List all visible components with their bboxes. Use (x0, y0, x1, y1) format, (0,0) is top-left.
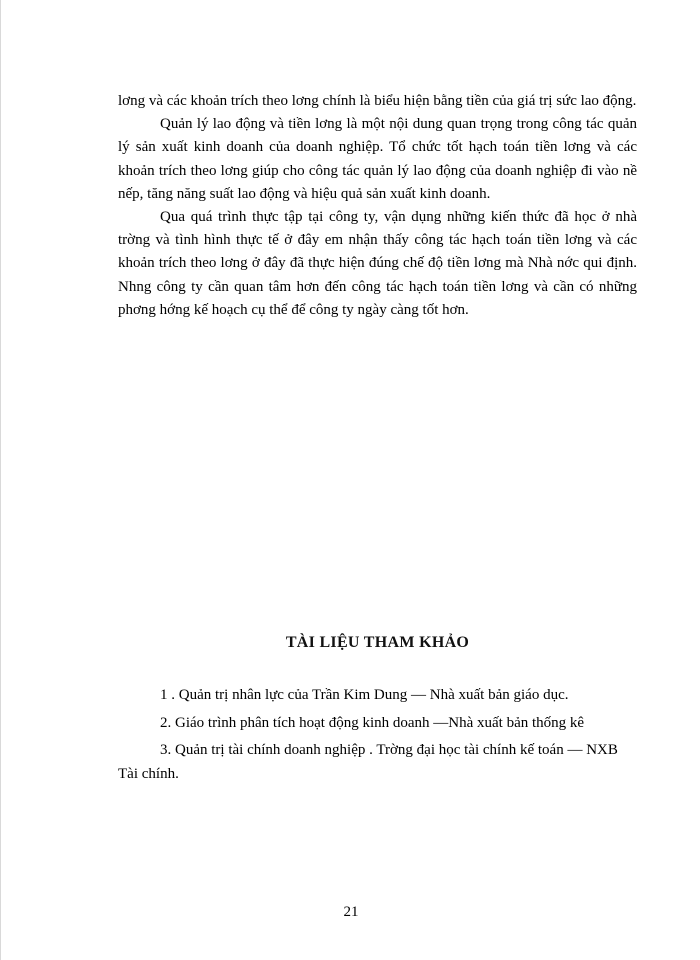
body-text (118, 90, 637, 322)
reference-item-1: 1 . Quản trị nhân lực của Trần Kim Dung — Nhà xuất bản giáo dục. (160, 687, 569, 703)
paragraph-2: Quản lý lao động và tiền lơng là một nội dung quan trọng trong công tác quản lý sản xuất kinh doanh của doanh nghiệp. Tổ chức tốt hạch toán tiền lơng và các khoản trích theo lơng giúp cho công tác quản lý lao động của doanh nghiệp đi vào nề nếp, tăng năng suất lao động và hiệu quả sản xuất kinh doanh. (118, 116, 637, 202)
paragraph-3: Qua quá trình thực tập tại công ty, vận dụng những kiến thức đã học ở nhà trờng và tình hình thực tế ở đây em nhận thấy công tác hạch toán tiền lơng và các khoản trích theo lơng ở đây đã thực hiện đúng chế độ tiền lơng mà Nhà nớc qui định. Nhng công ty cần quan tâm hơn đến công tác hạch toán tiền lơng và cần có những phơng hớng kế hoạch cụ thể để công ty ngày càng tốt hơn. (118, 209, 637, 318)
references-list (118, 684, 637, 790)
paragraph-1: lơng và các khoản trích theo lơng chính là biểu hiện bằng tiền của giá trị sức lao động. (118, 93, 637, 109)
reference-item-2: 2. Giáo trình phân tích hoạt động kinh doanh —Nhà xuất bản thống kê (160, 714, 585, 731)
reference-item-3: 3. Quản trị tài chính doanh nghiệp . Trờng đại học tài chính kế toán — NXB Tài chính. (118, 742, 618, 782)
page-number: 21 (343, 904, 359, 920)
references-title: TÀI LIỆU THAM KHẢO (285, 634, 470, 651)
